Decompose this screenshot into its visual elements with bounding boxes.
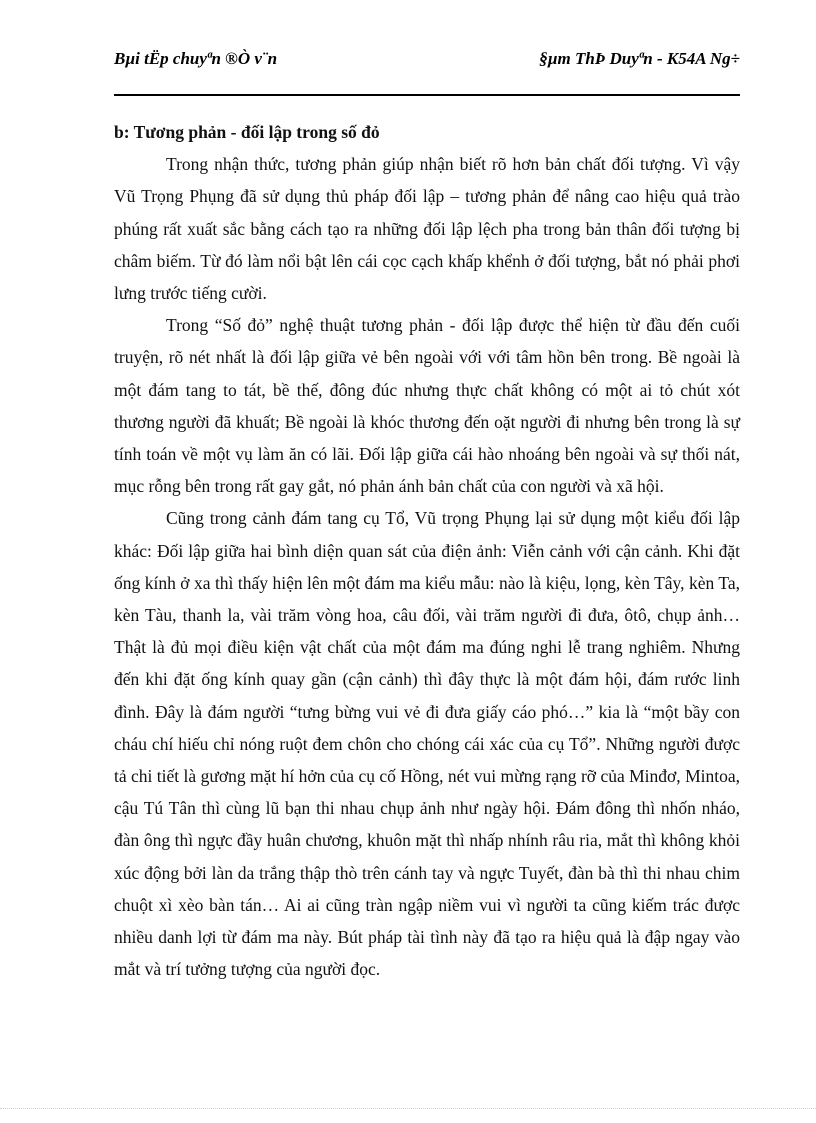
header-rule [114, 94, 740, 96]
header-right-text: §µm ThÞ Duyªn - K54A Ng÷ [539, 49, 740, 68]
document-body [114, 116, 740, 985]
header-left-text: Bµi tËp chuyªn ®Ò v¨n [114, 49, 278, 68]
footer-dotted-line [0, 1108, 816, 1109]
paragraph: Cũng trong cảnh đám tang cụ Tổ, Vũ trọng Phụng lại sử dụng một kiểu đối lập khác: Đối lập giữa hai bình diện quan sát của điện ảnh: Viễn cảnh với cận cảnh. Khi đặt ống kính ở xa thì thấy hiện lên một đám ma kiểu mẫu: nào là kiệu, lọng, kèn Tây, kèn Ta, kèn Tàu, thanh la, vài trăm vòng hoa, câu đối, vài trăm người đi đưa, ôtô, chụp ảnh… Thật là đủ mọi điều kiện vật chất của một đám ma đúng nghi lễ trang nghiêm. Nhưng đến khi đặt ống kính quay gần (cận cảnh) thì đây thực là một đám hội, đám rước linh đình. Đây là đám người “tưng bừng vui vẻ đi đưa giấy cáo phó…” kia là “một bầy con cháu chí hiếu chỉ nóng ruột đem chôn cho chóng cái xác của cụ Tổ”. Những người được tả chi tiết là gương mặt hí hởn của cụ cố Hồng, nét vui mừng rạng rỡ của Minđơ, Mintoa, cậu Tú Tân thì cùng lũ bạn thi nhau chụp ảnh như ngày hội. Đám đông thì nhốn nháo, đàn ông thì ngực đầy huân chương, khuôn mặt thì nhấp nhính râu ria, mắt thì không khỏi xúc động bởi làn da trắng thập thò trên cánh tay và ngực Tuyết, đàn bà thì thi nhau chim chuột xì xèo bàn tán… Ai ai cũng tràn ngập niềm vui vì người ta cũng kiếm trác được nhiều danh lợi từ đám ma này. Bút pháp tài tình này đã tạo ra hiệu quả là đập ngay vào mắt và trí tưởng tượng của người đọc. [114, 508, 740, 980]
section-title: b: Tương phản - đối lập trong số đỏ [114, 122, 380, 142]
paragraph: Trong “Số đỏ” nghệ thuật tương phản - đối lập được thể hiện từ đầu đến cuối truyện, rõ nét nhất là đối lập giữa vẻ bên ngoài với với tâm hồn bên trong. Bề ngoài là một đám tang to tát, bề thế, đông đúc nhưng thực chất không có một ai tỏ chút xót thương người đã khuất; Bề ngoài là khóc thương đến oặt người đi nhưng bên trong là sự tính toán về một vụ làm ăn có lãi. Đối lập giữa cái hào nhoáng bên ngoài và sự thối nát, mục rỗng bên trong rất gay gắt, nó phản ánh bản chất của con người và xã hội. [114, 315, 740, 497]
paragraph: Trong nhận thức, tương phản giúp nhận biết rõ hơn bản chất đối tượng. Vì vậy Vũ Trọng Phụng đã sử dụng thủ pháp đối lập – tương phản để nâng cao hiệu quả trào phúng rất xuất sắc bằng cách tạo ra những đối lập lệch pha trong bản thân đối tượng bị châm biếm. Từ đó làm nổi bật lên cái cọc cạch khấp khểnh ở đối tượng, bắt nó phải phơi lưng trước tiếng cười. [114, 154, 740, 304]
